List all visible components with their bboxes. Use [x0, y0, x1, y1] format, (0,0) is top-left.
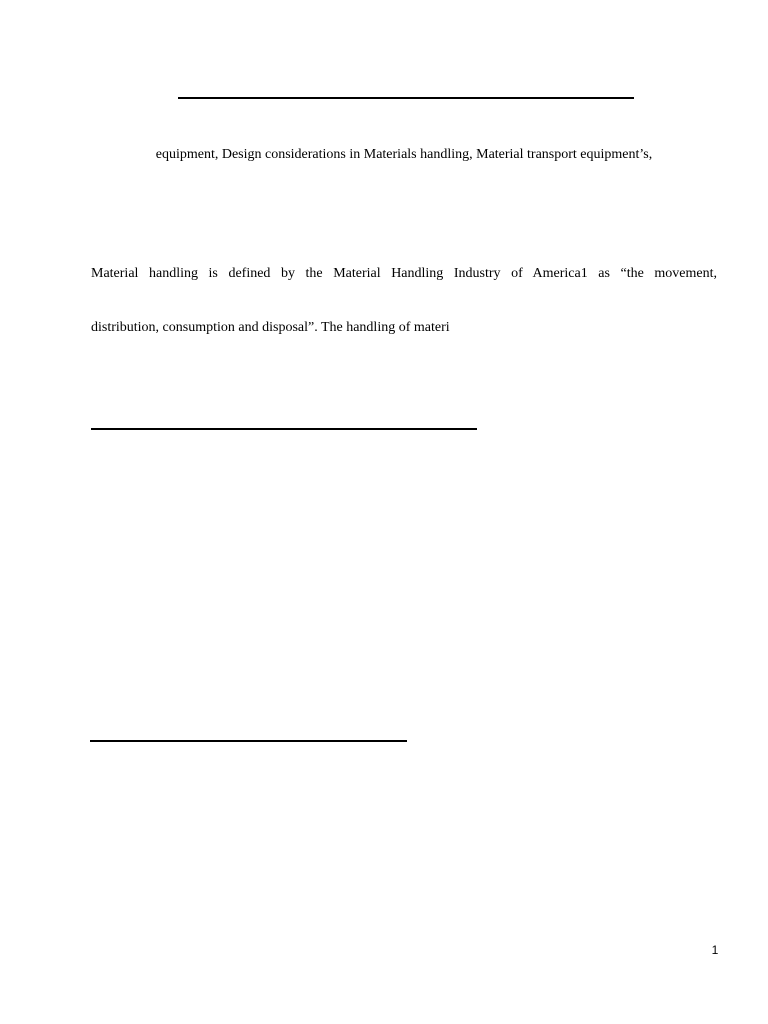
paragraph-line-2: distribution, consumption and disposal”. The handling of materi — [91, 320, 450, 335]
keywords-line: equipment, Design considerations in Materials handling, Material transport equipment’s, — [155, 147, 653, 162]
paragraph-line-1: Material handling is defined by the Material Handling Industry of America1 as “the movement, — [91, 266, 717, 281]
section-heading-rule — [91, 428, 477, 430]
subsection-heading-rule — [90, 740, 407, 742]
page-number: 1 — [711, 943, 719, 957]
title-redaction-rule — [178, 97, 634, 99]
